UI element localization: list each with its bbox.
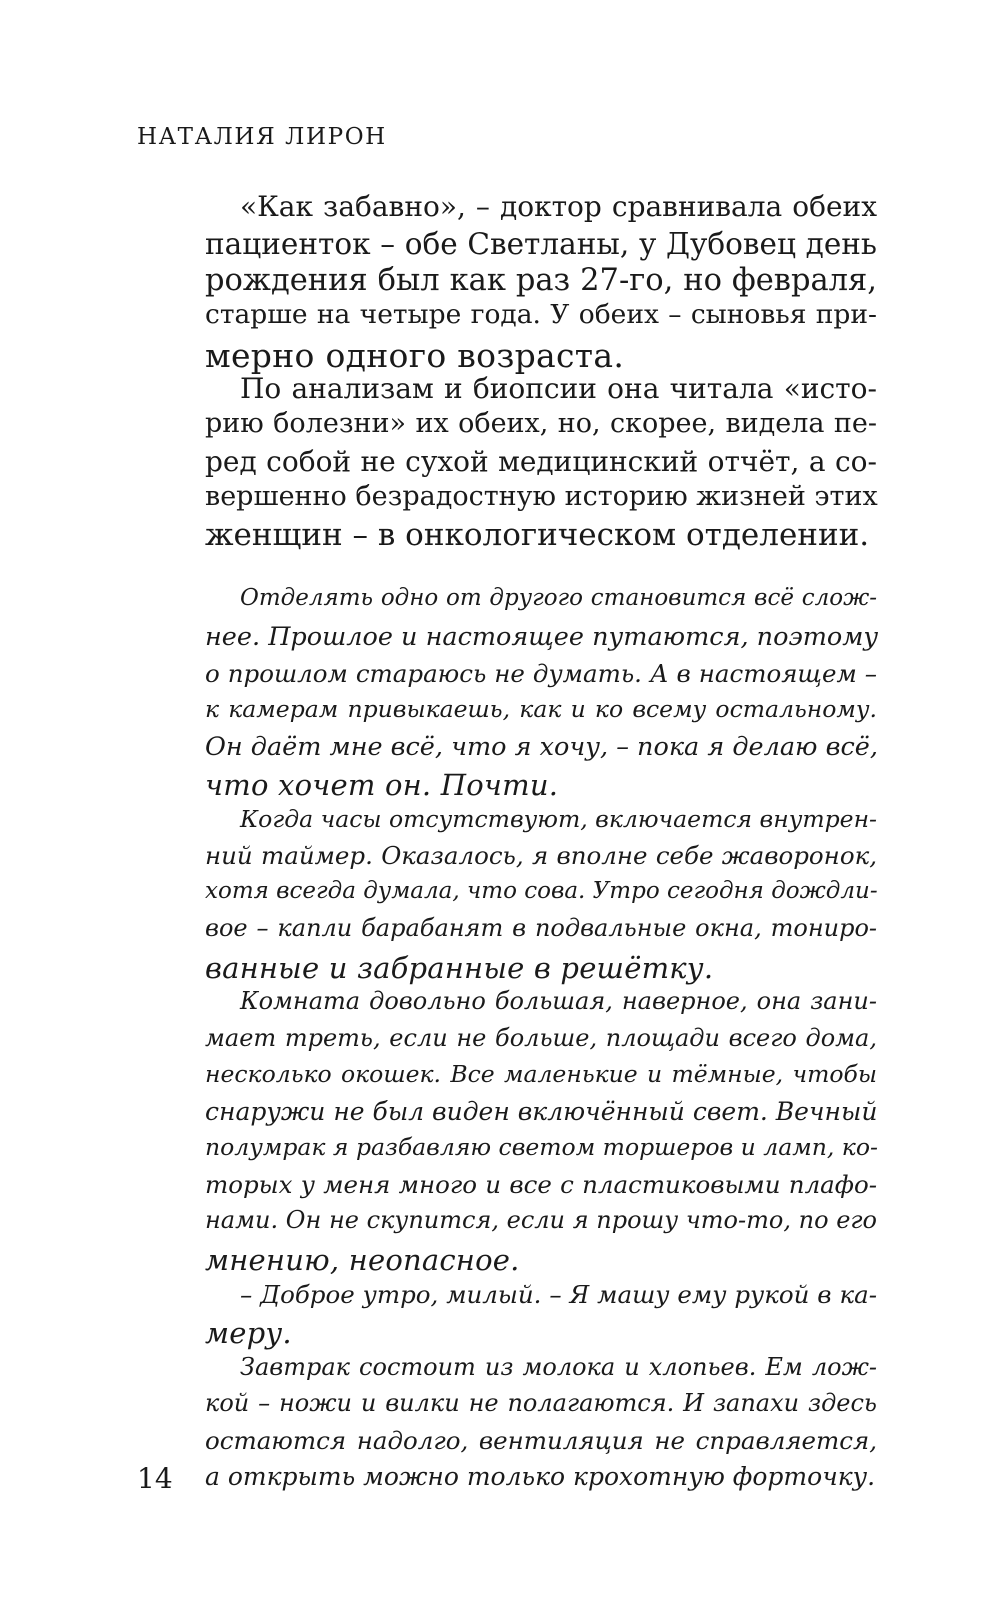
text-line: Когда часы отсутствуют, включается внутрен- — [240, 805, 877, 833]
text-line: мнению, неопасное. — [205, 1243, 520, 1277]
text-line: меру. — [205, 1316, 292, 1350]
text-line: рождения был как раз 27-го, но февраля, — [205, 263, 877, 298]
text-line: Отделять одно от другого становится всё слож- — [240, 585, 877, 611]
text-line: «Как забавно», – доктор сравнивала обеих — [240, 190, 877, 223]
text-line: нами. Он не скупится, если я прошу что-то, по его — [205, 1206, 877, 1234]
text-line: вершенно безрадостную историю жизней этих — [205, 481, 878, 512]
text-line: По анализам и биопсии она читала «исто- — [240, 372, 877, 405]
text-line: к камерам привыкаешь, как и ко всему остальному. — [205, 695, 877, 723]
text-line: о прошлом стараюсь не думать. А в настоящем – — [205, 659, 877, 688]
text-line: старше на четыре года. У обеих – сыновья при- — [205, 299, 877, 330]
text-line: вое – капли барабанят в подвальные окна, тониро- — [205, 914, 877, 942]
text-line: торых у меня много и все с пластиковыми плафо- — [205, 1170, 877, 1199]
text-line: остаются надолго, вентиляция не справляется, — [205, 1426, 877, 1455]
running-header: НАТАЛИЯ ЛИРОН — [137, 124, 387, 150]
text-line: Завтрак состоит из молока и хлопьев. Ем лож- — [240, 1353, 877, 1381]
text-line: мает треть, если не больше, площади всего дома, — [205, 1024, 877, 1052]
text-line: снаружи не был виден включённый свет. Вечный — [205, 1097, 878, 1126]
text-line: несколько окошек. Все маленькие и тёмные, чтобы — [205, 1060, 877, 1088]
text-line: а открыть можно только крохотную форточку. — [205, 1462, 876, 1491]
text-line: женщин – в онкологическом отделении. — [205, 517, 870, 553]
text-line: – Доброе утро, милый. – Я машу ему рукой в ка- — [240, 1280, 877, 1309]
text-line: полумрак я разбавляю светом торшеров и ламп, ко- — [205, 1133, 878, 1161]
text-line: Комната довольно большая, наверное, она зани- — [240, 987, 877, 1015]
text-line: что хочет он. Почти. — [205, 768, 559, 802]
text-line: рию болезни» их обеих, но, скорее, видела пе- — [205, 408, 877, 439]
text-line: ний таймер. Оказалось, я вполне себе жаворонок, — [205, 841, 877, 870]
text-line: хотя всегда думала, что сова. Утро сегодня дождли- — [205, 878, 878, 904]
text-line: Он даёт мне всё, что я хочу, – пока я делаю всё, — [205, 732, 878, 762]
text-line: нее. Прошлое и настоящее путаются, поэтому — [205, 622, 879, 652]
page-number: 14 — [137, 1462, 173, 1495]
text-line: пациенток – обе Светланы, у Дубовец день — [205, 227, 877, 261]
text-line: ред собой не сухой медицинский отчёт, а со- — [205, 445, 877, 478]
text-line: ванные и забранные в решётку. — [205, 951, 714, 985]
text-line: мерно одного возраста. — [205, 336, 625, 375]
text-line: кой – ножи и вилки не полагаются. И запахи здесь — [205, 1389, 877, 1417]
